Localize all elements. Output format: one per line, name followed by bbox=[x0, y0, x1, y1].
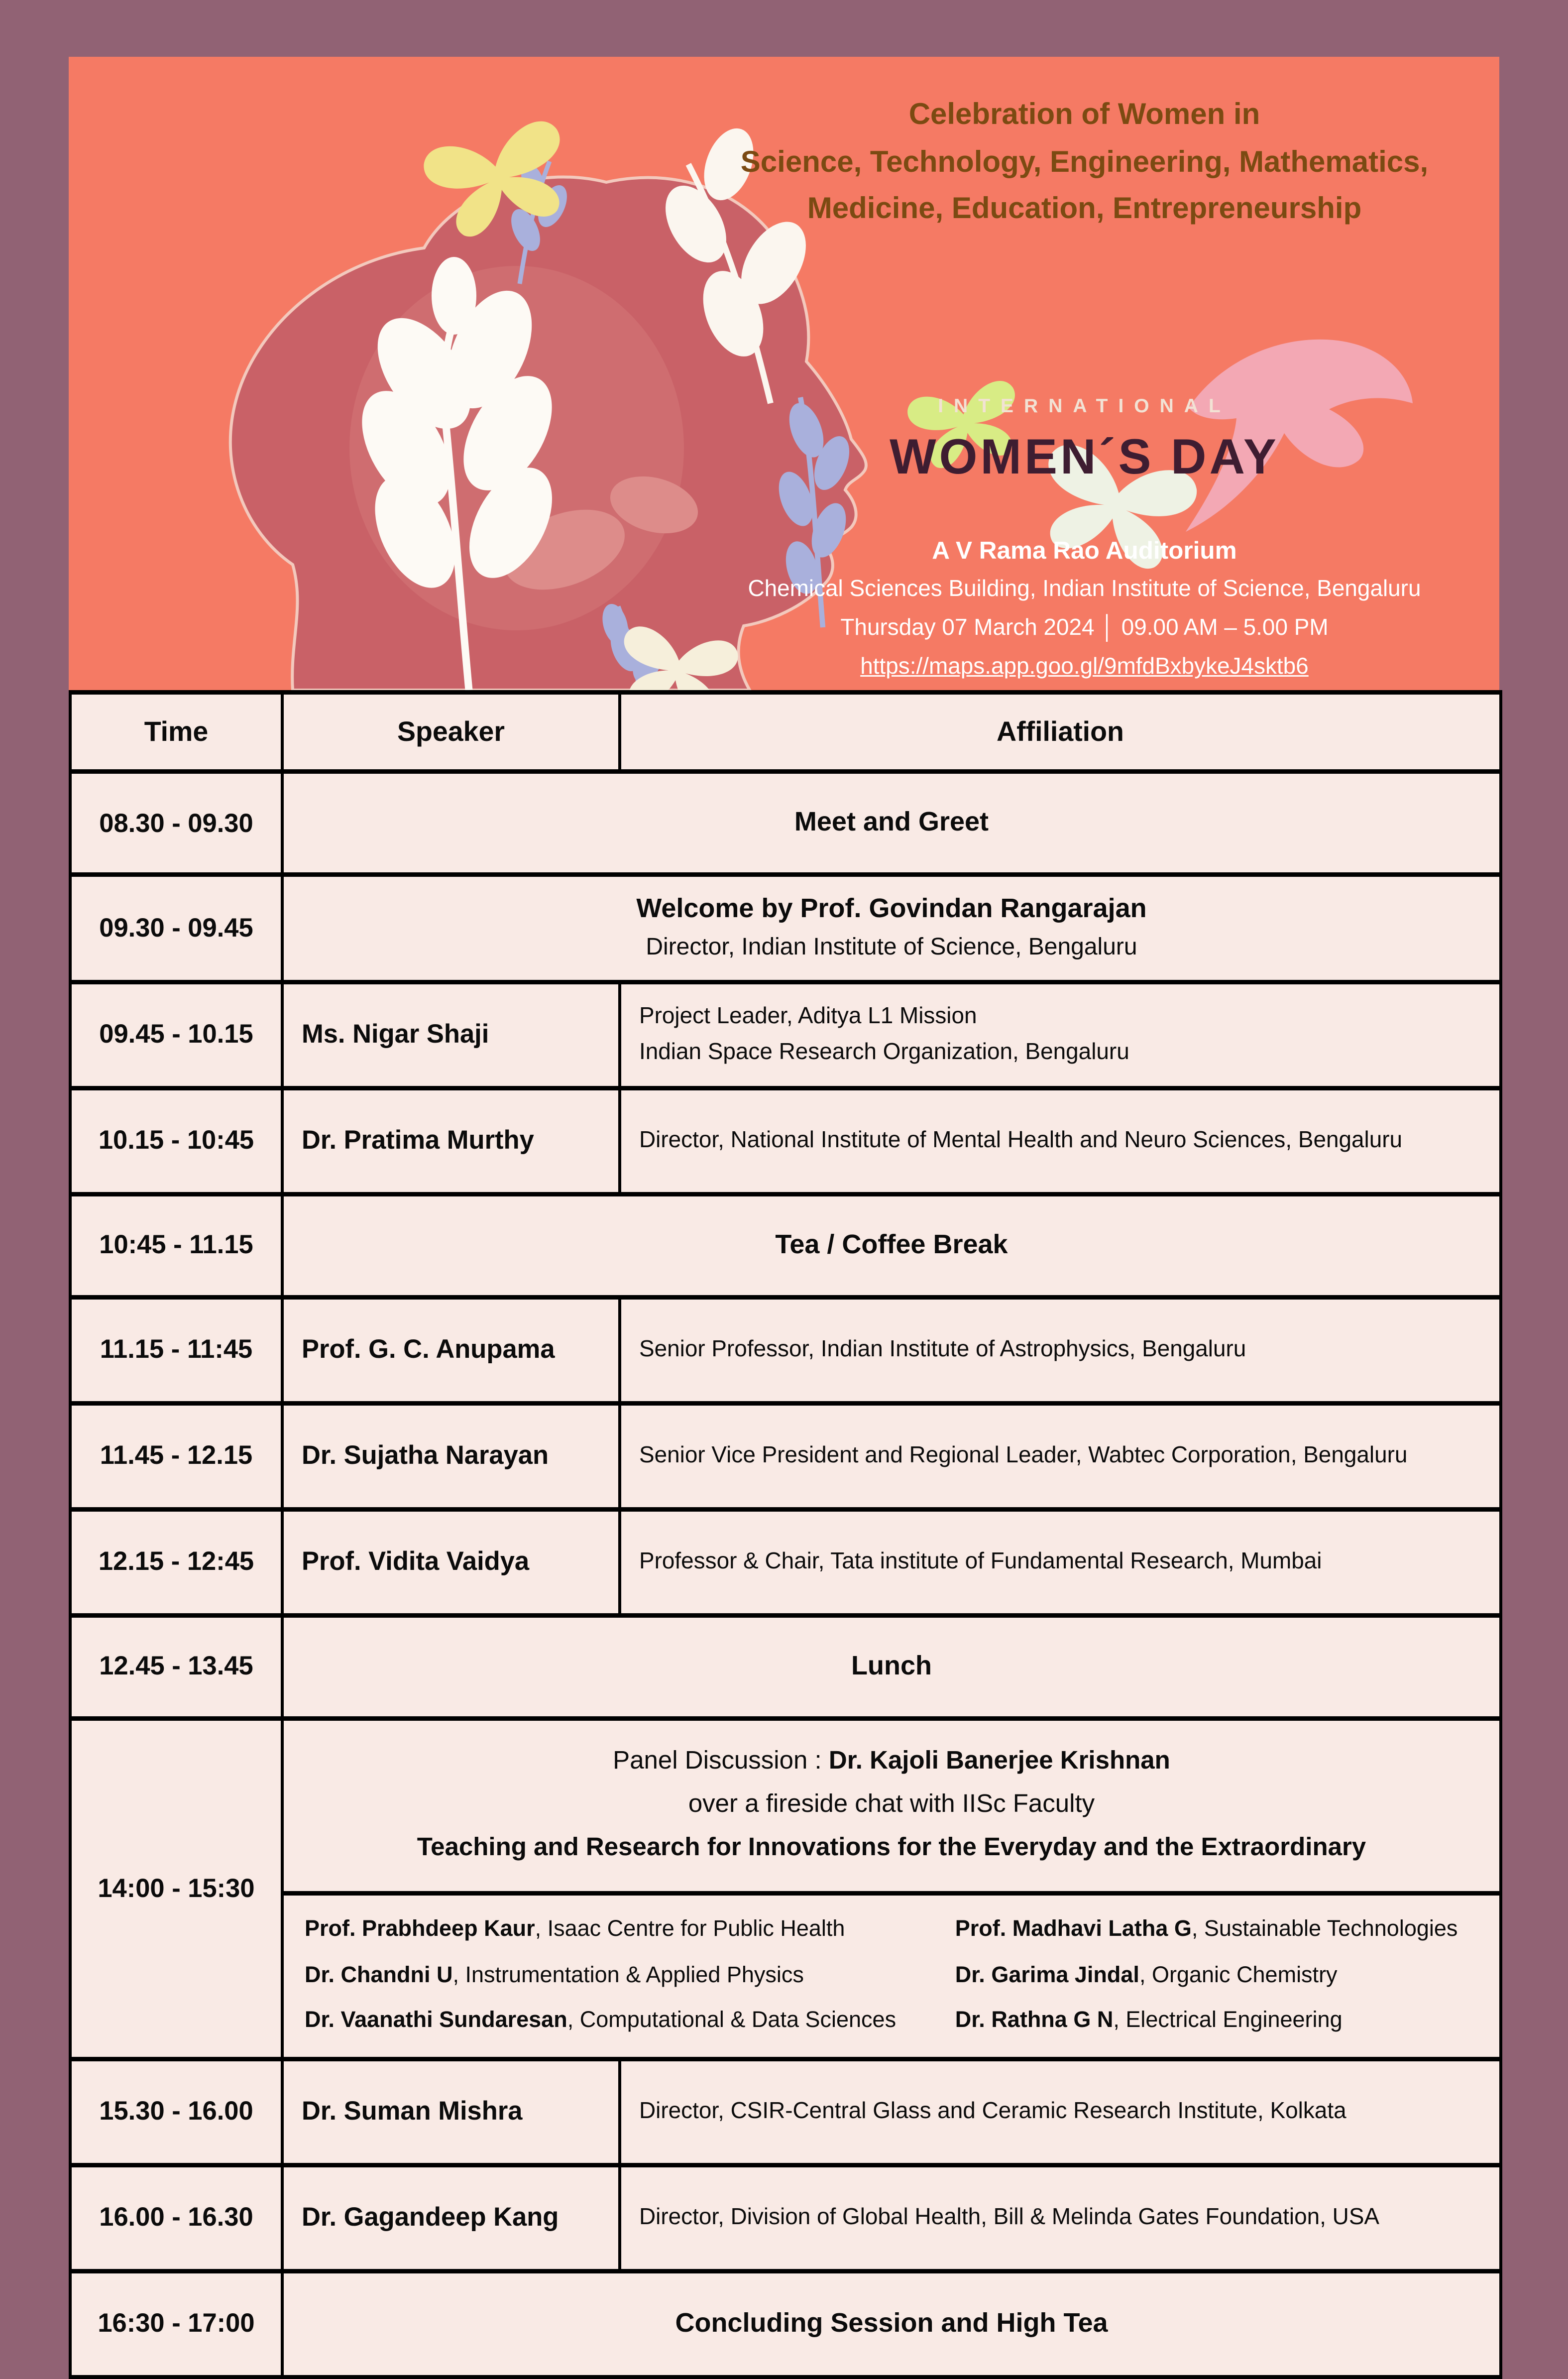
panelists-cell bbox=[282, 1893, 1501, 2059]
banner-text bbox=[670, 57, 1499, 690]
panelist: Dr. Garima Jindal, Organic Chemistry bbox=[955, 1962, 1338, 1988]
panelist: Prof. Prabhdeep Kaur, Isaac Centre for Public Health bbox=[305, 1917, 845, 1943]
column-header-affiliation: Affiliation bbox=[620, 693, 1501, 772]
affiliation-line: Director, National Institute of Mental Health and Neuro Sciences, Bengaluru bbox=[639, 1127, 1403, 1153]
time-cell: 11.15 - 11:45 bbox=[70, 1297, 282, 1403]
session-cell bbox=[282, 2271, 1501, 2377]
column-header-time: Time bbox=[70, 693, 282, 772]
affiliation-line: Director, CSIR-Central Glass and Ceramic Research Institute, Kolkata bbox=[639, 2098, 1346, 2124]
affiliation-cell bbox=[620, 1403, 1501, 1509]
affiliation-line: Senior Vice President and Regional Leader, Wabtec Corporation, Bengaluru bbox=[639, 1442, 1408, 1468]
time-cell: 10.15 - 10:45 bbox=[70, 1088, 282, 1194]
venue-address: Chemical Sciences Building, Indian Institute of Science, Bengaluru bbox=[748, 577, 1421, 603]
session-cell bbox=[282, 875, 1501, 982]
time-cell: 09.30 - 09.45 bbox=[70, 875, 282, 982]
logo-top-text: INTERNATIONAL bbox=[938, 394, 1231, 417]
affiliation-line: Professor & Chair, Tata institute of Fundamental Research, Mumbai bbox=[639, 1548, 1322, 1574]
logo-main-text: WOMEN´S DAY bbox=[890, 429, 1279, 484]
panel-title-line: Panel Discussion : Dr. Kajoli Banerjee Krishnan bbox=[613, 1746, 1170, 1775]
panelist: Prof. Madhavi Latha G, Sustainable Technologies bbox=[955, 1917, 1458, 1943]
speaker-cell: Prof. Vidita Vaidya bbox=[282, 1509, 620, 1615]
table-row bbox=[70, 1403, 1501, 1509]
session-cell bbox=[282, 772, 1501, 875]
session-line: Director, Indian Institute of Science, Bengaluru bbox=[646, 935, 1137, 960]
time-cell: 12.45 - 13.45 bbox=[70, 1615, 282, 1718]
session-line: Meet and Greet bbox=[794, 807, 989, 837]
affiliation-line: Indian Space Research Organization, Bengaluru bbox=[639, 1039, 1129, 1065]
session-cell bbox=[282, 1194, 1501, 1297]
speaker-cell: Ms. Nigar Shaji bbox=[282, 982, 620, 1088]
affiliation-line: Senior Professor, Indian Institute of Astrophysics, Bengaluru bbox=[639, 1336, 1246, 1362]
table-row bbox=[70, 1718, 1501, 1893]
schedule-table bbox=[69, 690, 1502, 2379]
table-row bbox=[70, 1194, 1501, 1297]
speaker-cell: Dr. Suman Mishra bbox=[282, 2059, 620, 2165]
map-link[interactable]: https://maps.app.goo.gl/9mfdBxbykeJ4sktb6 bbox=[860, 655, 1309, 681]
table-row bbox=[70, 875, 1501, 982]
time-cell: 16:30 - 17:00 bbox=[70, 2271, 282, 2377]
title-line: Science, Technology, Engineering, Mathematics, bbox=[740, 145, 1429, 179]
time-cell: 11.45 - 12.15 bbox=[70, 1403, 282, 1509]
session-line: Lunch bbox=[851, 1650, 932, 1680]
affiliation-line: Director, Division of Global Health, Bill & Melinda Gates Foundation, USA bbox=[639, 2204, 1380, 2230]
table-row bbox=[70, 982, 1501, 1088]
column-header-speaker: Speaker bbox=[282, 693, 620, 772]
panel-title-line: over a fireside chat with IISc Faculty bbox=[688, 1789, 1095, 1818]
womens-day-logo bbox=[670, 394, 1499, 485]
table-row bbox=[70, 2271, 1501, 2377]
table-row bbox=[70, 1893, 1501, 2059]
table-header-row bbox=[70, 693, 1501, 772]
time-cell: 16.00 - 16.30 bbox=[70, 2165, 282, 2271]
time-cell: 10:45 - 11.15 bbox=[70, 1194, 282, 1297]
affiliation-cell bbox=[620, 1509, 1501, 1615]
banner bbox=[69, 57, 1499, 690]
speaker-cell: Dr. Sujatha Narayan bbox=[282, 1403, 620, 1509]
time-cell: 14:00 - 15:30 bbox=[70, 1718, 282, 2059]
table-row bbox=[70, 1297, 1501, 1403]
venue-name: A V Rama Rao Auditorium bbox=[932, 538, 1237, 565]
table-row bbox=[70, 2059, 1501, 2165]
speaker-cell: Dr. Gagandeep Kang bbox=[282, 2165, 620, 2271]
table-row bbox=[70, 772, 1501, 875]
panelist: Dr. Rathna G N, Electrical Engineering bbox=[955, 2008, 1343, 2034]
session-line: Tea / Coffee Break bbox=[775, 1229, 1008, 1259]
event-title bbox=[670, 93, 1499, 234]
panel-title-line: Teaching and Research for Innovations for the Everyday and the Extraordinary bbox=[417, 1833, 1366, 1862]
session-line: Concluding Session and High Tea bbox=[675, 2307, 1108, 2338]
event-datetime: Thursday 07 March 2024 │ 09.00 AM – 5.00 PM bbox=[840, 616, 1329, 642]
title-line: Medicine, Education, Entrepreneurship bbox=[807, 193, 1362, 226]
time-cell: 09.45 - 10.15 bbox=[70, 982, 282, 1088]
speaker-cell: Dr. Pratima Murthy bbox=[282, 1088, 620, 1194]
table-row bbox=[70, 1088, 1501, 1194]
affiliation-cell bbox=[620, 1297, 1501, 1403]
venue-block bbox=[670, 532, 1499, 688]
panelist: Dr. Chandni U, Instrumentation & Applied Physics bbox=[305, 1962, 804, 1988]
table-row bbox=[70, 1509, 1501, 1615]
table-row bbox=[70, 2165, 1501, 2271]
table-row bbox=[70, 1615, 1501, 1718]
panelists-grid bbox=[305, 1915, 1487, 2036]
affiliation-line: Project Leader, Aditya L1 Mission bbox=[639, 1003, 977, 1029]
title-line: Celebration of Women in bbox=[908, 99, 1260, 131]
affiliation-cell bbox=[620, 2059, 1501, 2165]
affiliation-cell bbox=[620, 2165, 1501, 2271]
time-cell: 15.30 - 16.00 bbox=[70, 2059, 282, 2165]
session-line: Welcome by Prof. Govindan Rangarajan bbox=[636, 893, 1147, 923]
speaker-cell: Prof. G. C. Anupama bbox=[282, 1297, 620, 1403]
session-cell bbox=[282, 1615, 1501, 1718]
time-cell: 08.30 - 09.30 bbox=[70, 772, 282, 875]
time-cell: 12.15 - 12:45 bbox=[70, 1509, 282, 1615]
affiliation-cell bbox=[620, 1088, 1501, 1194]
affiliation-cell bbox=[620, 982, 1501, 1088]
panel-title-cell bbox=[282, 1718, 1501, 1893]
panelist: Dr. Vaanathi Sundaresan, Computational & Data Sciences bbox=[305, 2008, 896, 2034]
